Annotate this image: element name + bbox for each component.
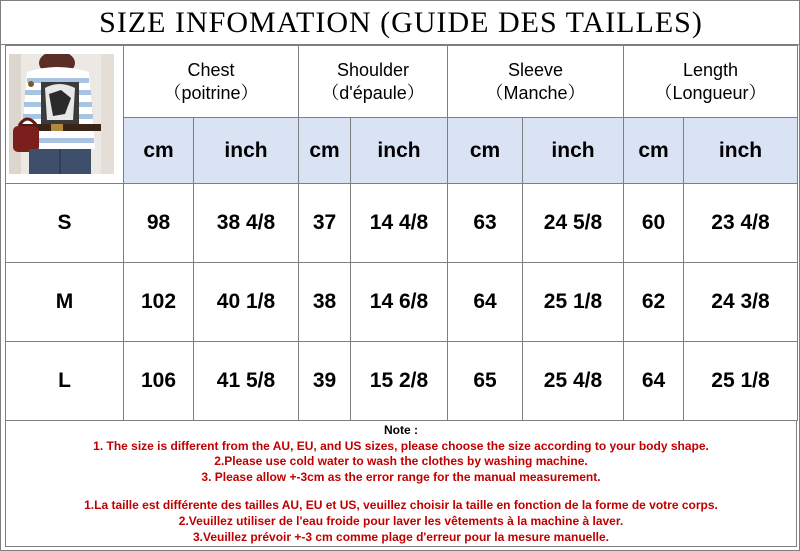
notes-title: Note : <box>384 423 418 437</box>
value-cell: 98 <box>124 184 194 263</box>
sleeve-header <box>448 46 624 118</box>
sleeve-label: Sleeve <box>507 59 564 80</box>
value-cell: 60 <box>624 184 684 263</box>
notes-spacer <box>6 485 796 498</box>
length-label: Length <box>682 59 739 80</box>
value-cell: 24 3/8 <box>684 263 798 342</box>
notes-section <box>5 421 797 547</box>
value-cell: 40 1/8 <box>194 263 299 342</box>
product-photo-cell <box>6 46 124 184</box>
value-cell: 25 1/8 <box>523 263 624 342</box>
value-cell: 37 <box>299 184 351 263</box>
chest-label: Chest <box>187 59 235 80</box>
note-line-fr-1: 1.La taille est différente des tailles AU, EU et US, veuillez choisir la taille en fonction de la forme de votre corps. <box>84 498 718 513</box>
unit-cm: cm <box>448 118 523 184</box>
product-model-photo <box>9 54 114 174</box>
note-line-fr-2: 2.Veuillez utiliser de l'eau froide pour laver les vêtements à la machine à laver. <box>178 513 624 528</box>
note-line-en-2: 2.Please use cold water to wash the clothes by washing machine. <box>214 454 588 469</box>
size-label: M <box>6 263 124 342</box>
value-cell: 15 2/8 <box>351 342 448 421</box>
value-cell: 23 4/8 <box>684 184 798 263</box>
value-cell: 64 <box>448 263 523 342</box>
value-cell: 24 5/8 <box>523 184 624 263</box>
length-label-fr: （Longueur） <box>654 82 767 103</box>
unit-cm: cm <box>299 118 351 184</box>
chest-label-fr: （poitrine） <box>163 82 259 103</box>
value-cell: 63 <box>448 184 523 263</box>
value-cell: 64 <box>624 342 684 421</box>
unit-cm: cm <box>124 118 194 184</box>
value-cell: 106 <box>124 342 194 421</box>
value-cell: 38 <box>299 263 351 342</box>
note-line-fr-3: 3.Veuillez prévoir +-3 cm comme plage d'erreur pour la mesure manuelle. <box>192 529 609 544</box>
unit-inch: inch <box>523 118 624 184</box>
sleeve-label-fr: （Manche） <box>485 82 586 103</box>
table-row <box>6 184 798 263</box>
size-table <box>5 45 798 421</box>
value-cell: 38 4/8 <box>194 184 299 263</box>
table-row <box>6 263 798 342</box>
value-cell: 14 6/8 <box>351 263 448 342</box>
unit-inch: inch <box>194 118 299 184</box>
unit-inch: inch <box>351 118 448 184</box>
model-photo-illustration <box>9 54 114 174</box>
value-cell: 65 <box>448 342 523 421</box>
shoulder-label: Shoulder <box>336 59 410 80</box>
page-title: SIZE INFOMATION (GUIDE DES TAILLES) <box>1 1 800 45</box>
value-cell: 39 <box>299 342 351 421</box>
table-row <box>6 342 798 421</box>
unit-cm: cm <box>624 118 684 184</box>
chest-header <box>124 46 299 118</box>
shoulder-header <box>299 46 448 118</box>
value-cell: 25 4/8 <box>523 342 624 421</box>
shoulder-label-fr: （d'épaule） <box>321 82 425 103</box>
value-cell: 102 <box>124 263 194 342</box>
length-header <box>624 46 798 118</box>
value-cell: 25 1/8 <box>684 342 798 421</box>
size-label: L <box>6 342 124 421</box>
note-line-en-3: 3. Please allow +-3cm as the error range for the manual measurement. <box>201 469 601 484</box>
value-cell: 14 4/8 <box>351 184 448 263</box>
value-cell: 41 5/8 <box>194 342 299 421</box>
note-line-en-1: 1. The size is different from the AU, EU, and US sizes, please choose the size according to your body shape. <box>93 438 709 453</box>
size-label: S <box>6 184 124 263</box>
value-cell: 62 <box>624 263 684 342</box>
unit-inch: inch <box>684 118 798 184</box>
